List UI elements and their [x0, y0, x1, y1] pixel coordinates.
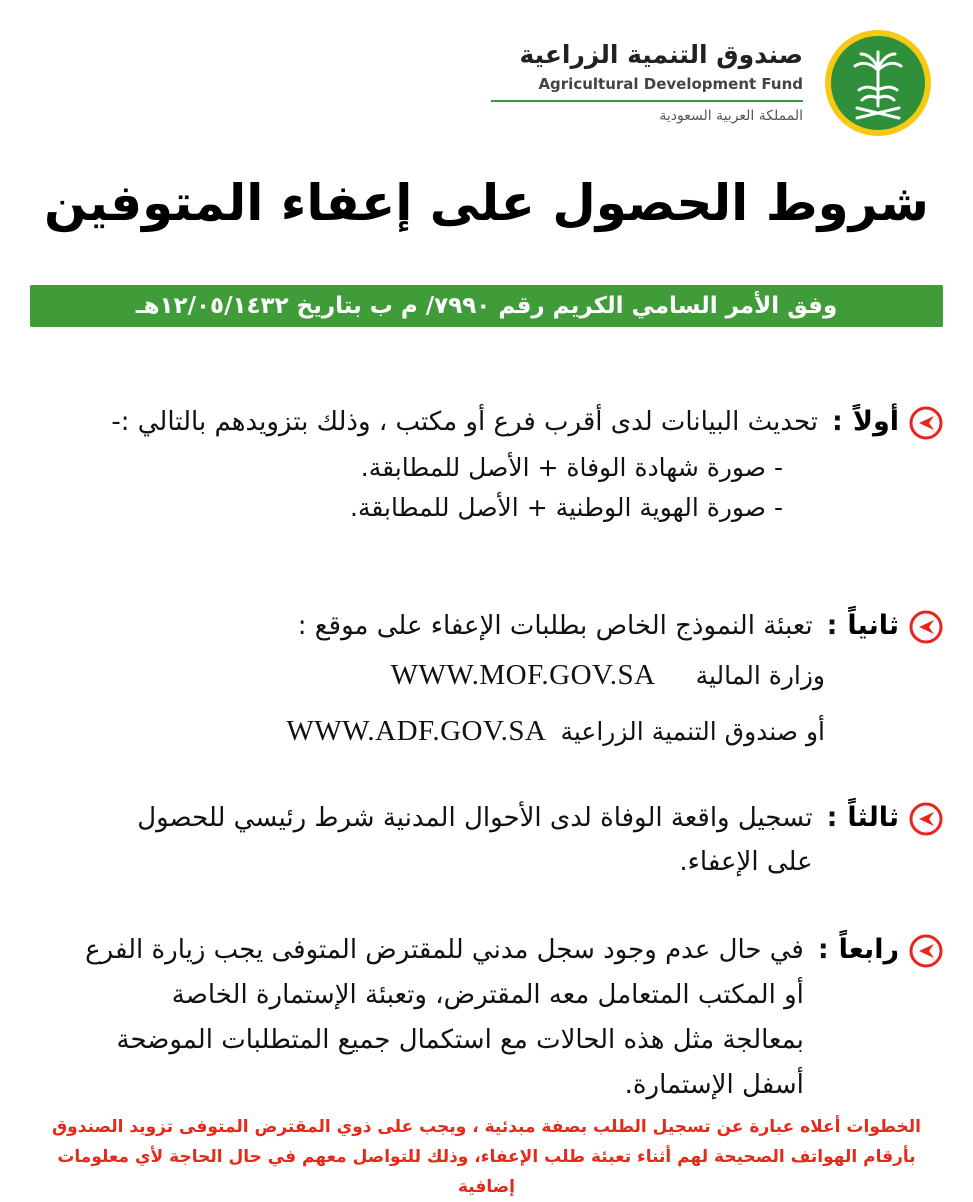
section-label: رابعاً: [838, 934, 899, 965]
list-item: - صورة شهادة الوفاة + الأصل للمطابقة.: [360, 453, 783, 482]
section-label: ثالثاً: [847, 802, 899, 833]
red-arrow-circle-icon: [909, 934, 943, 968]
footer-line: الخطوات أعلاه عبارة عن تسجيل الطلب بصفة مبدئية ، ويجب على ذوي المقترض المتوفى تزويد الصندوق: [51, 1117, 922, 1137]
red-arrow-circle-icon: [909, 802, 943, 836]
condition-second: [38, 604, 943, 768]
adf-website-link[interactable]: WWW.ADF.GOV.SA: [286, 715, 547, 747]
section-text: تسجيل واقعة الوفاة لدى الأحوال المدنية شرط رئيسي للحصول على الإعفاء.: [137, 803, 813, 877]
red-arrow-circle-icon: [909, 610, 943, 644]
section-text: تحديث البيانات لدى أقرب فرع أو مكتب ، وذلك بتزويدهم بالتالي :-: [111, 407, 819, 437]
organization-name-block: [473, 38, 803, 126]
required-documents-list: [38, 448, 783, 528]
condition-third: [38, 796, 943, 884]
section-label: ثانياً: [847, 610, 899, 641]
palm-emblem-icon: [823, 28, 933, 138]
website-owner: أو صندوق التنمية الزراعية: [560, 717, 825, 746]
org-name-english: Agricultural Development Fund: [538, 75, 803, 93]
section-text: في حال عدم وجود سجل مدني للمقترض المتوفى يجب زيارة الفرع أو المكتب المتعامل معه المقترض، وتعبئة الإستمارة الخاصة بمعالجة مثل هذه الحالات مع استكمال جميع المتطلبات الموضحة أسفل الإستمارة.: [85, 935, 804, 1100]
list-item: - صورة الهوية الوطنية + الأصل للمطابقة.: [350, 493, 783, 522]
colon: :: [826, 802, 838, 833]
decree-banner: وفق الأمر السامي الكريم رقم ٧٩٩٠/ م ب بتاريخ ١٢/٠٥/١٤٣٢هـ: [30, 285, 943, 327]
page-title: شروط الحصول على إعفاء المتوفين: [44, 174, 929, 232]
mof-website-link[interactable]: WWW.MOF.GOV.SA: [390, 659, 656, 691]
footer-line: بأرقام الهواتف الصحيحة لهم أثناء تعبئة طلب الإعفاء، وذلك للتواصل معهم في حال الحاجة لأي معلومات إضافية: [57, 1147, 916, 1197]
red-arrow-circle-icon: [909, 406, 943, 440]
condition-fourth: [38, 928, 943, 1108]
condition-first: [38, 400, 943, 528]
website-owner: وزارة المالية: [695, 661, 825, 690]
country-name: المملكة العربية السعودية: [659, 108, 803, 124]
colon: :: [832, 406, 843, 437]
website-list: [38, 656, 825, 768]
section-label: أولاً: [852, 406, 899, 437]
org-name-arabic: صندوق التنمية الزراعية: [519, 40, 803, 69]
website-row: [38, 656, 825, 712]
footer-note: [30, 1112, 943, 1202]
colon: :: [817, 934, 829, 965]
divider: [491, 100, 803, 102]
colon: :: [826, 610, 838, 641]
section-text: تعبئة النموذج الخاص بطلبات الإعفاء على موقع :: [297, 611, 813, 641]
website-row: [38, 712, 825, 768]
